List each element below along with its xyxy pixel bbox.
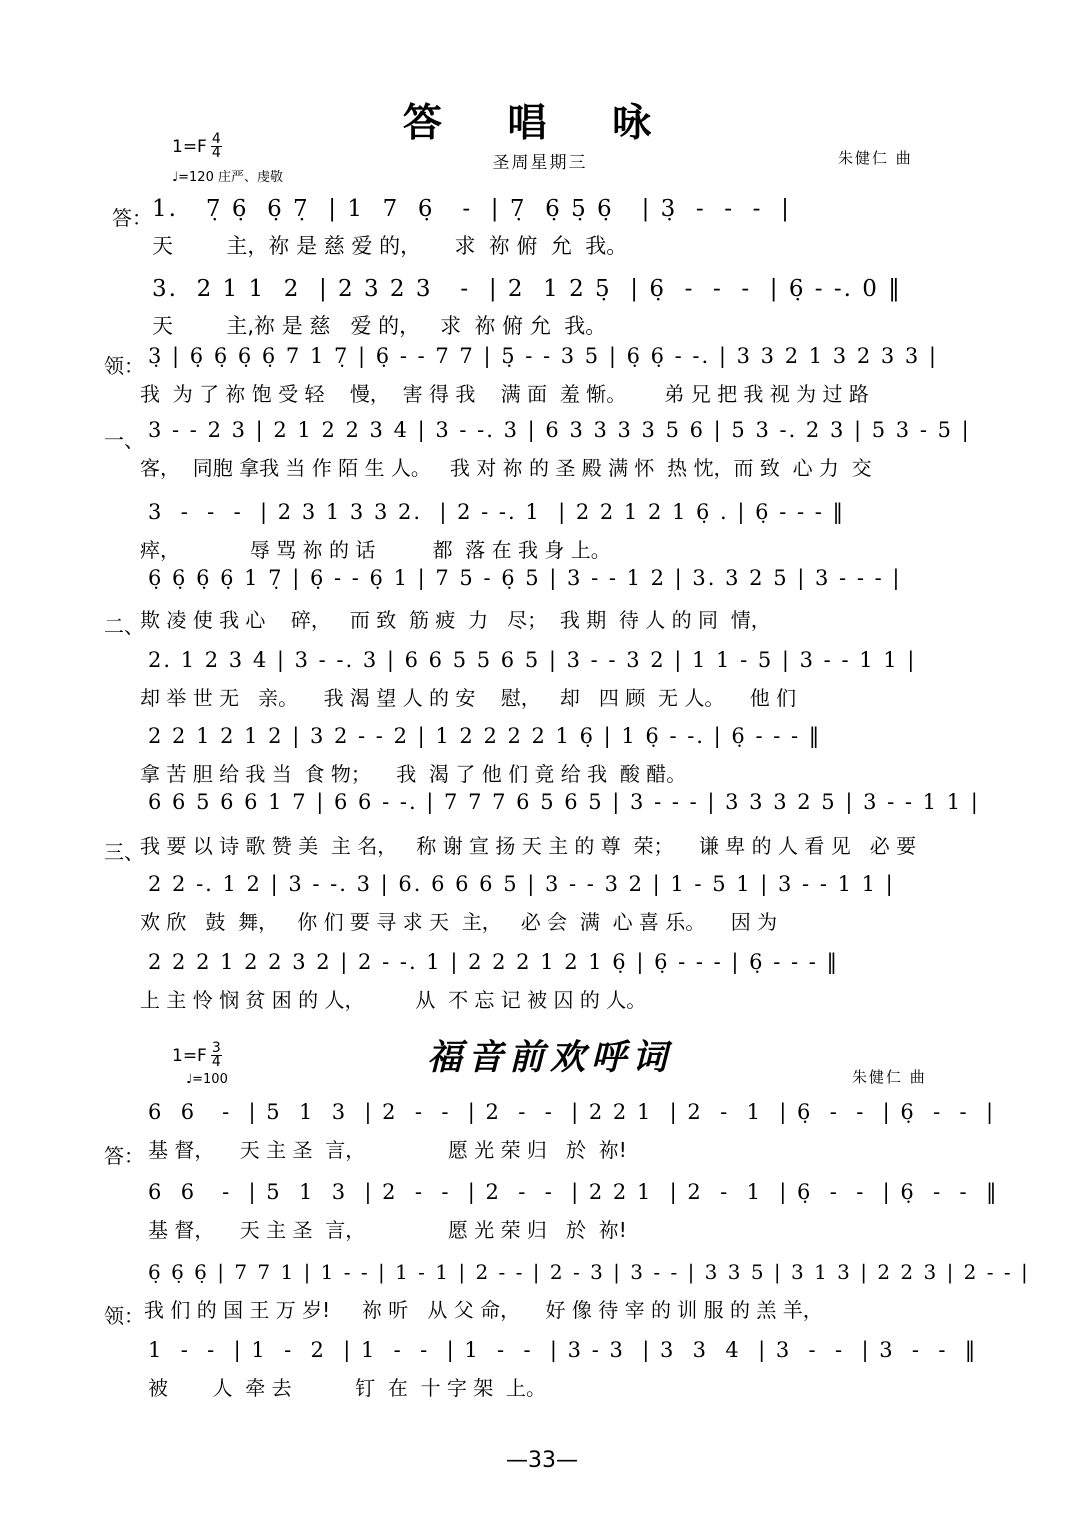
note-line: 6 6 - | 5 1 3 | 2 - - | 2 - - | 2 2 1 | 2 - 1 | 6̣ - - | 6̣ - - | [148, 1100, 996, 1124]
song-title-1: 答 唱 咏 [402, 101, 678, 146]
lyric-line: 拿 苦 胆 给 我 当 食 物； 我 渴 了 他 们 竟 给 我 酸 醋。 [140, 762, 687, 786]
part-label: 领： [104, 354, 144, 378]
lyric-line: 欢 欣 鼓 舞， 你 们 要 寻 求 天 主， 必 会 满 心 喜 乐。 因 为 [140, 910, 778, 934]
part-label: 答： [104, 1144, 144, 1168]
key-label-1: 1=F [172, 136, 207, 157]
key-label-2: 1=F [172, 1045, 207, 1066]
note-line: 3 - - 2 3 | 2 1 2 2 3 4 | 3 - -. 3 | 6 3 3 3 3 5 6 | 5 3 -. 2 3 | 5 3 - 5 | [148, 418, 971, 442]
lyric-line: 基 督， 天 主 圣 言， 愿 光 荣 归 於 祢! [148, 1138, 627, 1162]
meter-numerator-1: 4 [211, 131, 221, 147]
lyric-line: 我 要 以 诗 歌 赞 美 主 名， 称 谢 宣 扬 天 主 的 尊 荣； 谦 卑 的 人 看 见 必 要 [140, 834, 917, 858]
song-title-2: 福音前欢呼词 [426, 1037, 673, 1078]
lyric-line: 瘁， 辱 骂 祢 的 话 都 落 在 我 身 上。 [140, 538, 611, 562]
note-line: 3 - - - | 2 3 1 3 3 2. | 2 - -. 1 | 2 2 1 2 1 6̣ . | 6̣ - - - ‖ [148, 500, 846, 524]
key-signature-1 [172, 133, 222, 161]
lyric-line: 天 主，祢 是 慈 爱 的， 求 祢 俯 允 我。 [152, 234, 628, 258]
note-line: 1 - - | 1 - 2 | 1 - - | 1 - - | 3 - 3 | 3 3 4 | 3 - - | 3 - - ‖ [148, 1338, 978, 1362]
lyric-line: 基 督， 天 主 圣 言， 愿 光 荣 归 於 祢! [148, 1218, 627, 1242]
note-line: 2. 1 2 3 4 | 3 - -. 3 | 6 6 5 5 6 5 | 3 - - 3 2 | 1 1 - 5 | 3 - - 1 1 | [148, 648, 917, 672]
note-line: 2 2 2 1 2 2 3 2 | 2 - -. 1 | 2 2 2 1 2 1 6̣ | 6̣ - - - | 6̣ - - - ‖ [148, 950, 840, 974]
lyric-line: 天 主,祢 是 慈 爱 的， 求 祢 俯 允 我。 [152, 314, 607, 338]
meter-denominator-1: 4 [211, 145, 221, 162]
page-number: —33— [506, 1448, 578, 1473]
lyric-line: 我 们 的 国 王 万 岁! 祢 听 从 父 命， 好 像 待 宰 的 训 服 的 羔 羊， [144, 1298, 823, 1322]
meter-denominator-2: 4 [211, 1054, 221, 1071]
part-label: 答： [112, 206, 152, 230]
lyric-line: 上 主 怜 悯 贫 困 的 人， 从 不 忘 记 被 囚 的 人。 [140, 988, 647, 1012]
note-line: 6 6 5 6 6 1 7 | 6 6 - -. | 7 7 7 6 5 6 5 | 3 - - - | 3 3 3 2 5 | 3 - - 1 1 | [148, 790, 980, 814]
composer-1: 朱健仁 曲 [838, 149, 913, 167]
part-label: 领： [104, 1304, 144, 1328]
meter-numerator-2: 3 [211, 1040, 221, 1056]
note-line: 6 6 - | 5 1 3 | 2 - - | 2 - - | 2 2 1 | 2 - 1 | 6̣ - - | 6̣ - - ‖ [148, 1180, 999, 1204]
lyric-line: 我 为 了 祢 饱 受 轻 慢， 害 得 我 满 面 羞 惭。 弟 兄 把 我 视 为 过 路 [140, 382, 869, 406]
part-label: 二、 [104, 614, 144, 638]
lyric-line: 却 举 世 无 亲。 我 渴 望 人 的 安 慰， 却 四 顾 无 人。 他 们 [140, 686, 797, 710]
note-line: 1. 7̣ 6̣ 6̣ 7̣ | 1 7 6̣ - | 7̣ 6̣ 5̣ 6̣ | 3̣ - - - | [152, 196, 791, 222]
key-signature-2 [172, 1042, 222, 1070]
part-label: 三、 [104, 840, 144, 864]
note-line: 2 2 -. 1 2 | 3 - -. 3 | 6. 6 6 6 5 | 3 - - 3 2 | 1 - 5 1 | 3 - - 1 1 | [148, 872, 895, 896]
note-line: 3̣ | 6̣ 6̣ 6̣ 6̣ 7 1 7̣ | 6̣ - - 7 7 | 5̣ - - 3 5 | 6̣ 6̣ - -. | 3 3 2 1 3 2 3 3 | [148, 344, 938, 368]
lyric-line: 欺 凌 使 我 心 碎， 而 致 筋 疲 力 尽； 我 期 待 人 的 同 情， [140, 608, 771, 632]
tempo-marking-2: ♩=100 [186, 1072, 228, 1087]
note-line: 6̣ 6̣ 6̣ 6̣ 1 7̣ | 6̣ - - 6̣ 1 | 7 5 - 6̣ 5 | 3 - - 1 2 | 3. 3 2 5 | 3 - - - | [148, 566, 902, 590]
note-line: 6̣ 6̣ 6̣ | 7 7 1 | 1 - - | 1 - 1 | 2 - - | 2 - 3 | 3 - - | 3 3 5 | 3 1 3 | 2 2 3 | 2 - - | [148, 1260, 1030, 1284]
note-line: 2 2 1 2 1 2 | 3 2 - - 2 | 1 2 2 2 2 1 6̣ | 1 6̣ - -. | 6̣ - - - ‖ [148, 724, 822, 748]
part-label: 一、 [104, 428, 144, 452]
lyric-line: 客， 同胞 拿我 当 作 陌 生 人。 我 对 祢 的 圣 殿 满 怀 热 忱，而 致 心 力 交 [140, 456, 872, 480]
composer-2: 朱健仁 曲 [852, 1068, 927, 1086]
note-line: 3. 2 1 1 2 | 2 3 2 3 - | 2 1 2 5̣ | 6̣ - - - | 6̣ - -. 0 ‖ [152, 276, 902, 302]
lyric-line: 被 人 牵 去 钉 在 十 字 架 上。 [148, 1376, 547, 1400]
song-subtitle-1: 圣周星期三 [492, 153, 588, 173]
tempo-marking-1: ♩=120 庄严、虔敬 [172, 170, 283, 185]
